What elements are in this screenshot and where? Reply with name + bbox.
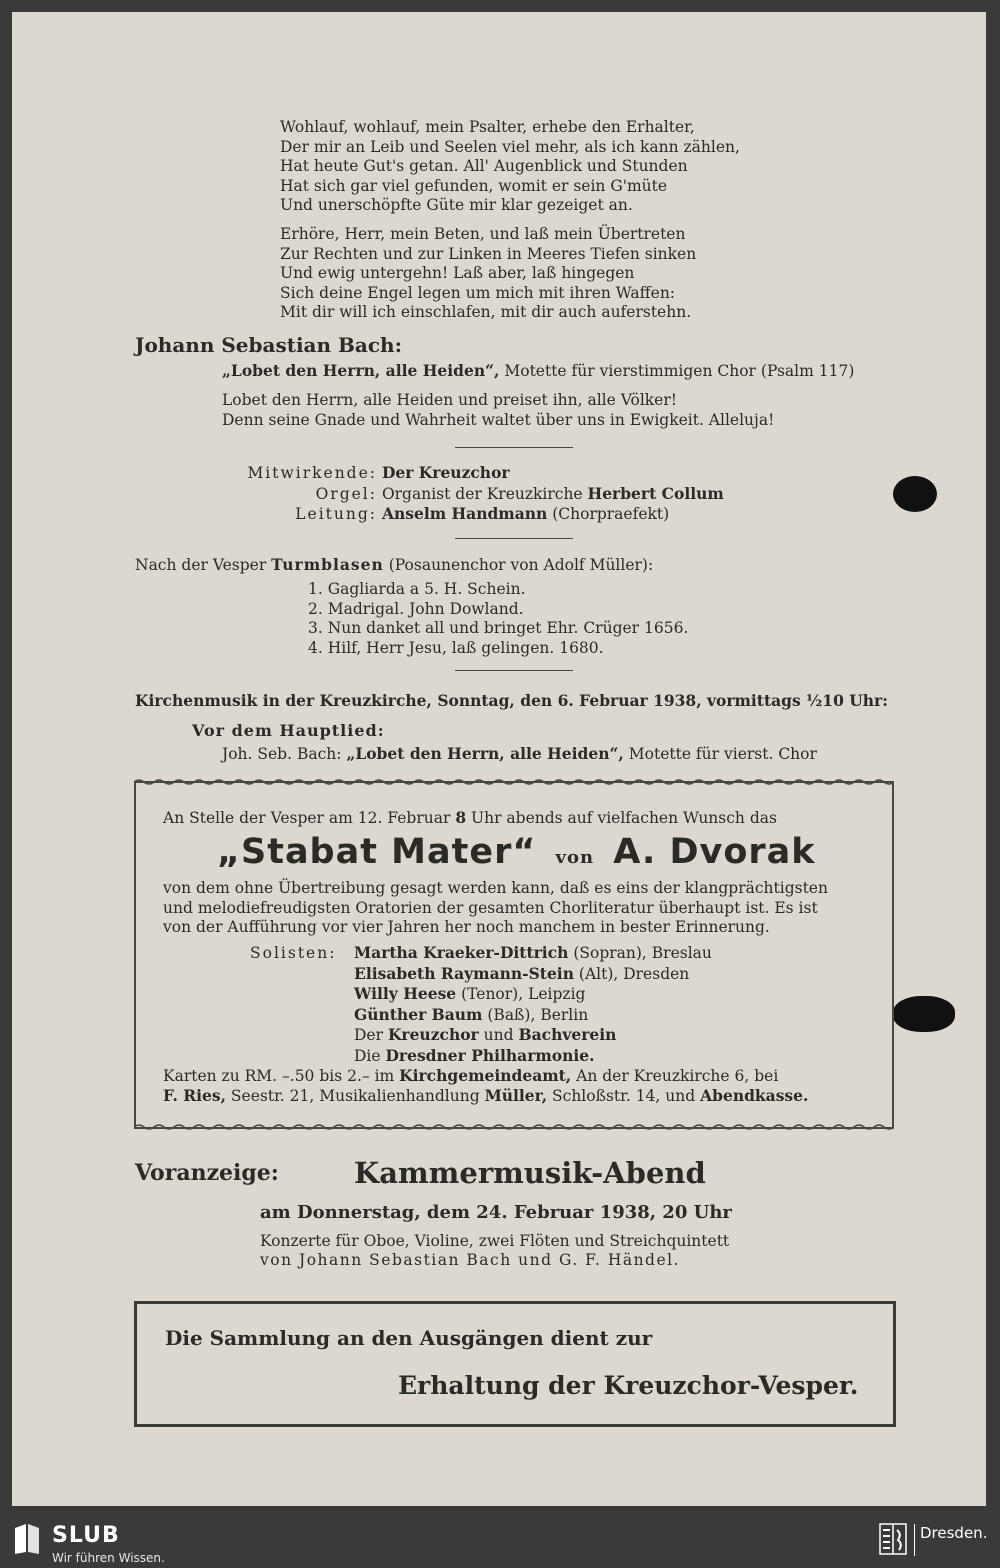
performer-value: [382, 464, 510, 482]
tickets-venue: Abendkasse.: [700, 1086, 809, 1105]
voranzeige-desc: [260, 1232, 729, 1270]
motet-text-line: Lobet den Herrn, alle Heiden und preiset ihn, alle Völker!: [222, 391, 677, 409]
stabat-work-title: „Stabat Mater“: [217, 832, 537, 872]
soloists-list: [354, 943, 712, 1066]
ensemble-text: Die: [354, 1046, 386, 1065]
kirchenmusik-heading: Kirchenmusik in der Kreuzkirche, Sonntag, den 6. Februar 1938, vormittags ½10 Uhr:: [135, 691, 888, 710]
voranzeige-desc-line: von Johann Sebastian Bach und G. F. Händel.: [260, 1251, 681, 1269]
performer-label: Leitung:: [295, 505, 377, 523]
soloist-row: [354, 984, 712, 1005]
stabat-von: von: [555, 847, 595, 868]
soloist-name: Günther Baum: [354, 1004, 483, 1024]
performer-row: [222, 504, 724, 525]
kirchenmusik-desc: Motette für vierst. Chor: [623, 745, 817, 763]
voranzeige-date: am Donnerstag, dem 24. Februar 1938, 20 Uhr: [260, 1202, 732, 1223]
poem-line: Hat heute Gut's getan. All' Augenblick und Stunden: [280, 157, 688, 175]
list-item: 3. Nun danket all und bringet Ehr. Crüger 1656.: [308, 619, 689, 637]
stabat-title: [217, 832, 816, 872]
tickets-venue: Kirchgemeindeamt,: [399, 1066, 572, 1085]
divider: [455, 447, 573, 448]
stabat-intro-text: An Stelle der Vesper am 12. Februar: [163, 809, 456, 827]
poem-line: Zur Rechten und zur Linken in Meeres Tiefen sinken: [280, 244, 697, 263]
tickets: [163, 1066, 808, 1106]
voranzeige-label: Voranzeige:: [135, 1160, 279, 1186]
divider: [455, 538, 573, 539]
performer-label: Mitwirkende:: [247, 464, 377, 482]
punch-hole: [893, 996, 955, 1032]
list-item: 4. Hilf, Herr Jesu, laß gelingen. 1680.: [308, 638, 604, 657]
poem-line: Wohlauf, wohlauf, mein Psalter, erhebe den Erhalter,: [280, 118, 695, 136]
ensemble-text: und: [478, 1026, 519, 1044]
poem-stanza-1: [280, 118, 740, 216]
stabat-desc-line: und melodiefreudigsten Oratorien der gesamten Chorliteratur überhaupt ist. Es ist: [163, 898, 818, 917]
performer-name: Herbert Collum: [587, 483, 724, 503]
stabat-time: 8: [455, 808, 467, 827]
poem-line: Hat sich gar viel gefunden, womit er sein G'müte: [280, 176, 668, 195]
kirchenmusik-sub: Vor dem Hauptlied:: [192, 721, 385, 740]
performer-name: Anselm Handmann: [381, 504, 548, 523]
poem-line: Und unerschöpfte Güte mir klar gezeiget an.: [280, 196, 633, 214]
performer-label: Orgel:: [315, 484, 377, 503]
kirchenmusik-line: [222, 744, 817, 764]
tickets-text: Seestr. 21, Musikalienhandlung: [226, 1087, 485, 1105]
stabat-composer: A. Dvorak: [613, 832, 816, 872]
ensemble-name: Kreuzchor: [387, 1025, 479, 1044]
soloist-detail: (Sopran), Breslau: [568, 944, 712, 962]
stabat-desc: [163, 879, 828, 938]
list-item: 1. Gagliarda a 5. H. Schein.: [308, 580, 526, 598]
performer-name: Der Kreuzchor: [381, 463, 510, 482]
motet-text: [222, 390, 774, 430]
tickets-line: [163, 1086, 808, 1106]
slub-tagline: Wir führen Wissen.: [52, 1551, 165, 1565]
tickets-text: An der Kreuzkirche 6, bei: [571, 1067, 779, 1085]
voranzeige-desc-line: Konzerte für Oboe, Violine, zwei Flöten und Streichquintett: [260, 1232, 730, 1250]
turmblasen-desc: (Posaunenchor von Adolf Müller):: [388, 556, 654, 574]
ensemble-name: Dresdner Philharmonie.: [385, 1045, 595, 1065]
stabat-intro: [163, 808, 777, 828]
stabat-intro-text: Uhr abends auf vielfachen Wunsch das: [466, 809, 777, 827]
turmblasen-list: [308, 580, 688, 658]
motet-line: [222, 361, 854, 380]
performer-plain: Organist der Kreuzkirche: [381, 484, 588, 503]
tickets-venue: F. Ries,: [163, 1086, 226, 1105]
performer-tail: (Chorpraefekt): [547, 505, 670, 523]
performer-row: [222, 484, 724, 505]
soloist-name: Elisabeth Raymann-Stein: [354, 963, 574, 983]
wave-border-top: [134, 778, 894, 786]
stabat-desc-line: von dem ohne Übertreibung gesagt werden kann, daß es eins der klangprächtigsten: [163, 879, 828, 897]
kirchenmusik-composer: Joh. Seb. Bach:: [222, 745, 347, 763]
tickets-text: Schloßstr. 14, und: [547, 1087, 701, 1105]
tickets-text: Karten zu RM. –.50 bis 2.– im: [163, 1067, 400, 1085]
collection-line-1: Die Sammlung an den Ausgängen dient zur: [165, 1326, 653, 1350]
soloist-detail: (Baß), Berlin: [482, 1005, 589, 1024]
performer-value: [382, 485, 724, 503]
collection-box: [134, 1301, 896, 1427]
voranzeige-title: Kammermusik-Abend: [354, 1156, 706, 1190]
kirchenmusik-work: „Lobet den Herrn, alle Heiden“,: [346, 744, 624, 763]
dresden-coat-of-arms-icon: [878, 1522, 908, 1556]
ensemble-name: Bachverein: [518, 1025, 617, 1044]
turmblasen-lead: Nach der Vesper: [135, 556, 267, 574]
poem-line: Erhöre, Herr, mein Beten, und laß mein Übertreten: [280, 225, 686, 243]
collection-line-2: Erhaltung der Kreuzchor-Vesper.: [398, 1371, 859, 1400]
list-item: 2. Madrigal. John Dowland.: [308, 599, 524, 618]
performers: [222, 463, 724, 525]
soloist-row: [354, 943, 712, 964]
poem-line: Sich deine Engel legen um mich mit ihren Waffen:: [280, 283, 676, 302]
bach-heading: Johann Sebastian Bach:: [135, 333, 402, 357]
soloist-name: Martha Kraeker-Dittrich: [354, 943, 569, 962]
motet-text-line: Denn seine Gnade und Wahrheit waltet über uns in Ewigkeit. Alleluja!: [222, 411, 775, 429]
soloists-label: Solisten:: [250, 944, 337, 962]
divider: [455, 670, 573, 671]
turmblasen-title: Turmblasen: [271, 555, 384, 574]
motet-title: „Lobet den Herrn, alle Heiden“,: [222, 361, 500, 380]
performer-row: [222, 463, 724, 484]
poem-line: Der mir an Leib und Seelen viel mehr, als ich kann zählen,: [280, 137, 740, 156]
ensemble-text: Der: [354, 1026, 388, 1044]
wave-border-bottom: [134, 1123, 894, 1131]
performer-value: [382, 505, 669, 523]
tickets-venue: Müller,: [484, 1086, 548, 1105]
footer-divider: [914, 1524, 915, 1556]
punch-hole: [893, 476, 937, 512]
soloist-detail: (Alt), Dresden: [573, 964, 690, 983]
book-icon: [12, 1522, 42, 1556]
soloist-row: [354, 964, 712, 985]
ensemble-row: [354, 1046, 712, 1067]
dresden-logo: Dresden.: [920, 1524, 988, 1542]
ensemble-row: [354, 1025, 712, 1046]
stabat-desc-line: von der Aufführung vor vier Jahren her noch manchem in bester Erinnerung.: [163, 918, 770, 936]
soloist-name: Willy Heese: [354, 984, 457, 1003]
slub-logo: SLUB: [52, 1523, 120, 1548]
motet-desc: Motette für vierstimmigen Chor (Psalm 117): [504, 362, 855, 380]
soloist-row: [354, 1005, 712, 1026]
soloist-detail: (Tenor), Leipzig: [456, 985, 586, 1003]
poem-line: Und ewig untergehn! Laß aber, laß hingegen: [280, 264, 635, 282]
poem-line: Mit dir will ich einschlafen, mit dir auch auferstehn.: [280, 303, 692, 321]
poem-stanza-2: [280, 225, 696, 323]
tickets-line: [163, 1066, 808, 1086]
turmblasen-heading: [135, 555, 653, 575]
